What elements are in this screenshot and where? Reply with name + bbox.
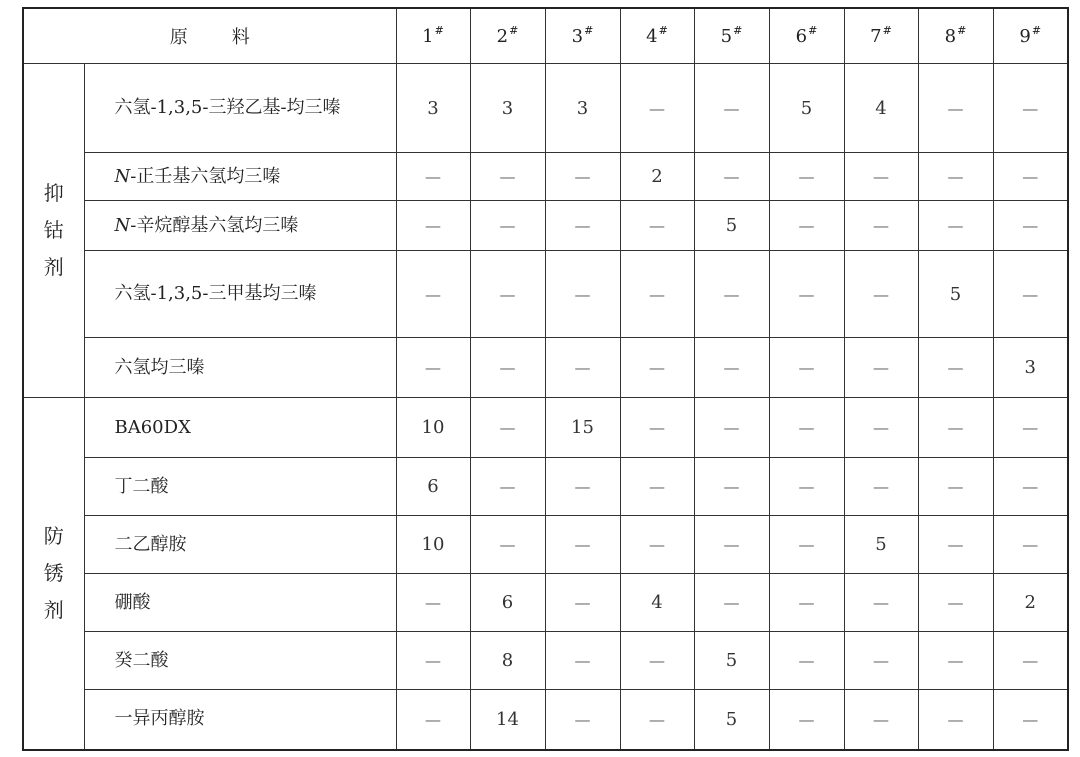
value-cell: — — [844, 458, 918, 516]
value-cell: — — [545, 574, 620, 632]
value-cell: — — [396, 574, 470, 632]
value-cell: — — [470, 201, 545, 251]
value-cell: 3 — [396, 64, 470, 153]
value-cell: 5 — [694, 632, 769, 690]
table-row — [23, 398, 1068, 458]
value-cell: — — [470, 251, 545, 338]
value-cell: 5 — [769, 64, 844, 153]
material-name: 六氢-1,3,5-三甲基均三嗪 — [84, 251, 396, 338]
column-header: 6# — [769, 8, 844, 64]
material-name: 六氢均三嗪 — [84, 338, 396, 398]
value-cell: — — [545, 251, 620, 338]
value-cell: 5 — [844, 516, 918, 574]
value-cell: — — [694, 574, 769, 632]
value-cell: — — [844, 632, 918, 690]
column-header: 4# — [620, 8, 694, 64]
value-cell: — — [844, 398, 918, 458]
header-row — [23, 8, 1068, 64]
table-row — [23, 251, 1068, 338]
column-header: 3# — [545, 8, 620, 64]
value-cell: — — [769, 338, 844, 398]
column-header: 2# — [470, 8, 545, 64]
value-cell: 2 — [993, 574, 1068, 632]
material-name: 一异丙醇胺 — [84, 690, 396, 750]
value-cell: — — [918, 574, 993, 632]
material-name: 六氢-1,3,5-三羟乙基-均三嗪 — [84, 64, 396, 153]
value-cell: 10 — [396, 516, 470, 574]
value-cell: — — [918, 632, 993, 690]
value-cell: 6 — [470, 574, 545, 632]
value-cell: 5 — [694, 690, 769, 750]
value-cell: — — [993, 516, 1068, 574]
value-cell: — — [844, 201, 918, 251]
value-cell: — — [545, 201, 620, 251]
value-cell: — — [694, 153, 769, 201]
value-cell: — — [769, 251, 844, 338]
value-cell: — — [918, 201, 993, 251]
value-cell: — — [470, 516, 545, 574]
value-cell: 10 — [396, 398, 470, 458]
value-cell: 15 — [545, 398, 620, 458]
table-row — [23, 153, 1068, 201]
material-name: 二乙醇胺 — [84, 516, 396, 574]
value-cell: — — [694, 338, 769, 398]
value-cell: — — [545, 690, 620, 750]
material-name: N-正壬基六氢均三嗪 — [84, 153, 396, 201]
value-cell: — — [694, 251, 769, 338]
value-cell: — — [396, 632, 470, 690]
value-cell: — — [694, 516, 769, 574]
value-cell: — — [769, 153, 844, 201]
value-cell: 3 — [993, 338, 1068, 398]
value-cell: — — [844, 574, 918, 632]
value-cell: 5 — [694, 201, 769, 251]
value-cell: 4 — [844, 64, 918, 153]
value-cell: — — [470, 398, 545, 458]
value-cell: — — [396, 690, 470, 750]
value-cell: — — [620, 690, 694, 750]
material-name: 丁二酸 — [84, 458, 396, 516]
value-cell: — — [918, 338, 993, 398]
table-row — [23, 458, 1068, 516]
material-name: BA60DX — [84, 398, 396, 458]
value-cell: — — [918, 516, 993, 574]
value-cell: — — [769, 398, 844, 458]
value-cell: 5 — [918, 251, 993, 338]
value-cell: — — [620, 338, 694, 398]
column-header: 5# — [694, 8, 769, 64]
formulation-table — [22, 7, 1069, 751]
value-cell: — — [769, 516, 844, 574]
value-cell: — — [769, 632, 844, 690]
table-row — [23, 64, 1068, 153]
value-cell: — — [844, 690, 918, 750]
value-cell: — — [396, 251, 470, 338]
value-cell: — — [396, 338, 470, 398]
value-cell: — — [396, 201, 470, 251]
value-cell: — — [620, 398, 694, 458]
value-cell: — — [769, 201, 844, 251]
value-cell: — — [396, 153, 470, 201]
value-cell: — — [545, 153, 620, 201]
table-row — [23, 201, 1068, 251]
value-cell: — — [545, 516, 620, 574]
value-cell: — — [620, 64, 694, 153]
value-cell: 8 — [470, 632, 545, 690]
value-cell: — — [918, 153, 993, 201]
value-cell: 3 — [470, 64, 545, 153]
column-header: 7# — [844, 8, 918, 64]
column-header: 9# — [993, 8, 1068, 64]
value-cell: — — [470, 458, 545, 516]
material-header: 原 料 — [23, 8, 396, 64]
value-cell: — — [918, 398, 993, 458]
value-cell: 2 — [620, 153, 694, 201]
value-cell: — — [470, 153, 545, 201]
value-cell: — — [620, 201, 694, 251]
material-name: 硼酸 — [84, 574, 396, 632]
value-cell: — — [694, 64, 769, 153]
table-row — [23, 516, 1068, 574]
value-cell: — — [694, 398, 769, 458]
value-cell: — — [918, 64, 993, 153]
material-name: N-辛烷醇基六氢均三嗪 — [84, 201, 396, 251]
value-cell: — — [620, 516, 694, 574]
value-cell: — — [844, 251, 918, 338]
value-cell: — — [918, 690, 993, 750]
value-cell: — — [993, 632, 1068, 690]
group-label: 抑 钴 剂 — [23, 64, 84, 398]
value-cell: — — [694, 458, 769, 516]
value-cell: — — [545, 338, 620, 398]
table-row — [23, 338, 1068, 398]
table-row — [23, 574, 1068, 632]
value-cell: — — [918, 458, 993, 516]
value-cell: 6 — [396, 458, 470, 516]
value-cell: — — [993, 64, 1068, 153]
column-header: 8# — [918, 8, 993, 64]
value-cell: — — [844, 153, 918, 201]
value-cell: — — [545, 458, 620, 516]
value-cell: — — [993, 201, 1068, 251]
value-cell: — — [993, 153, 1068, 201]
group-label: 防 锈 剂 — [23, 398, 84, 750]
value-cell: — — [844, 338, 918, 398]
value-cell: — — [993, 251, 1068, 338]
value-cell: — — [545, 632, 620, 690]
value-cell: — — [470, 338, 545, 398]
value-cell: — — [993, 690, 1068, 750]
table-row — [23, 632, 1068, 690]
value-cell: — — [620, 458, 694, 516]
value-cell: — — [993, 458, 1068, 516]
value-cell: 4 — [620, 574, 694, 632]
value-cell: — — [769, 574, 844, 632]
value-cell: — — [769, 458, 844, 516]
table-row — [23, 690, 1068, 750]
value-cell: 3 — [545, 64, 620, 153]
material-name: 癸二酸 — [84, 632, 396, 690]
value-cell: — — [769, 690, 844, 750]
value-cell: 14 — [470, 690, 545, 750]
value-cell: — — [620, 251, 694, 338]
value-cell: — — [993, 398, 1068, 458]
value-cell: — — [620, 632, 694, 690]
column-header: 1# — [396, 8, 470, 64]
